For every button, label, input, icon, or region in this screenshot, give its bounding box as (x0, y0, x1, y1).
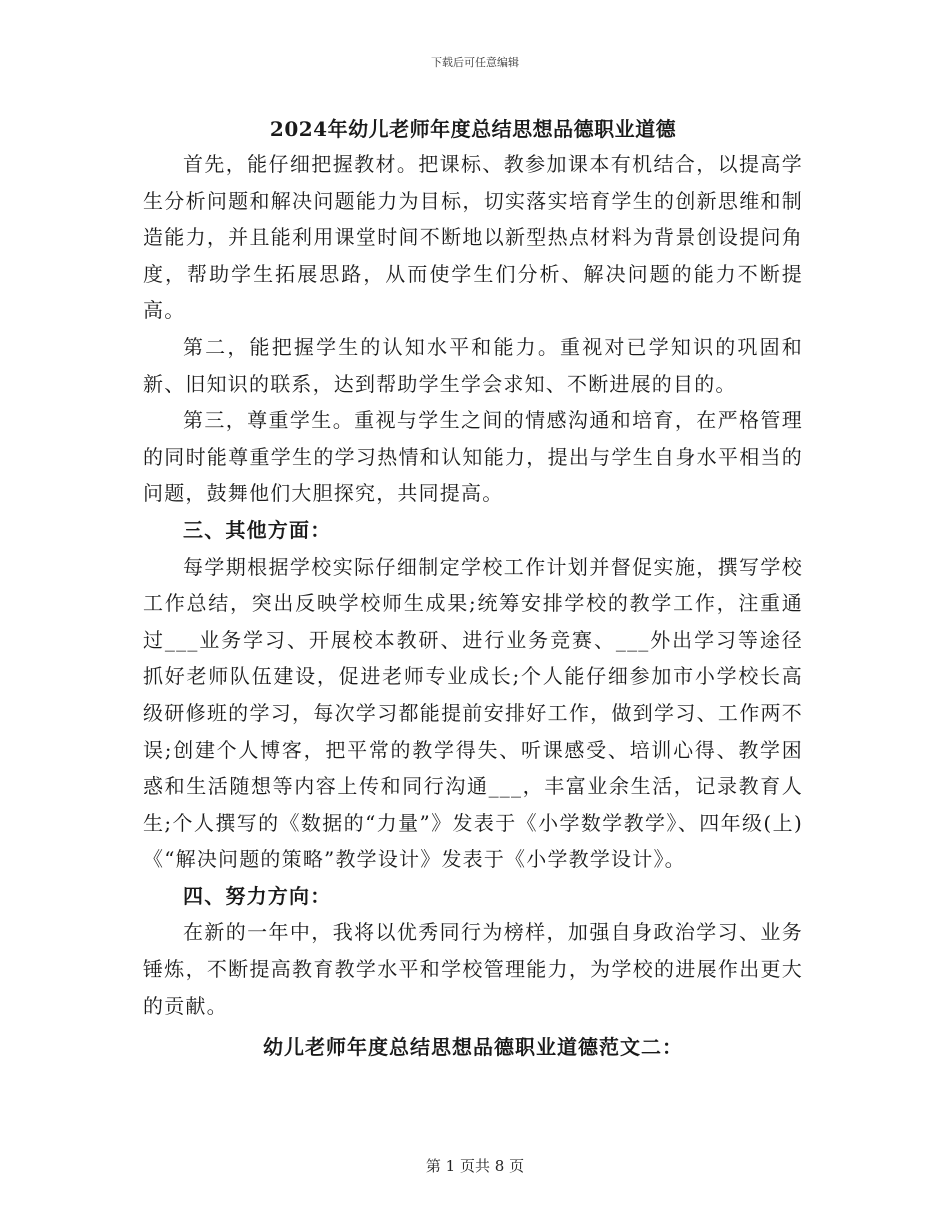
document-title: 2024年幼儿老师年度总结思想品德职业道德 (269, 117, 677, 141)
section-heading-direction: 四、努力方向： (183, 883, 332, 908)
paragraph-direction: 在新的一年中，我将以优秀同行为榜样，加强自身政治学习、业务锤炼，不断提高教育教学水平和学校管理能力，为学校的进展作出更大的贡献。 (143, 920, 803, 1018)
sub-title: 幼儿老师年度总结思想品德职业道德范文二： (263, 1035, 683, 1060)
page-number: 第 1 页共 8 页 (425, 1157, 525, 1175)
paragraph-other: 每学期根据学校实际仔细制定学校工作计划并督促实施，撰写学校工作总结，突出反映学校师生成果;统筹安排学校的教学工作，注重通过___业务学习、开展校本教研、进行业务竞赛、___外出学习等途径抓好老师队伍建设，促进老师专业成长;个人能仔细参加市小学校长高级研修班的学习，每次学习都能提前安排好工作，做到学习、工作两不误;创建个人博客，把平常的教学得失、听课感受、培训心得、教学困惑和生活随想等内容上传和同行沟通___，丰富业余生活，记录教育人生;个人撰写的《数据的“力量”》发表于《小学数学教学》、四年级(上)《“解决问题的策略”教学设计》发表于《小学教学设计》。 (143, 554, 803, 872)
paragraph-second: 第二，能把握学生的认知水平和能力。重视对已学知识的巩固和新、旧知识的联系，达到帮助学生学会求知、不断进展的目的。 (143, 334, 803, 396)
section-heading-other: 三、其他方面： (183, 517, 332, 542)
document-body (143, 112, 803, 1065)
paragraph-first: 首先，能仔细把握教材。把课标、教参加课本有机结合，以提高学生分析问题和解决问题能力为目标，切实落实培育学生的创新思维和制造能力，并且能利用课堂时间不断地以新型热点材料为背景创设提问角度，帮助学生拓展思路，从而使学生们分析、解决问题的能力不断提高。 (143, 152, 803, 323)
header-note: 下载后可任意编辑 (431, 56, 519, 69)
paragraph-third: 第三，尊重学生。重视与学生之间的情感沟通和培育，在严格管理的同时能尊重学生的学习热情和认知能力，提出与学生自身水平相当的问题，鼓舞他们大胆探究，共同提高。 (143, 408, 803, 506)
